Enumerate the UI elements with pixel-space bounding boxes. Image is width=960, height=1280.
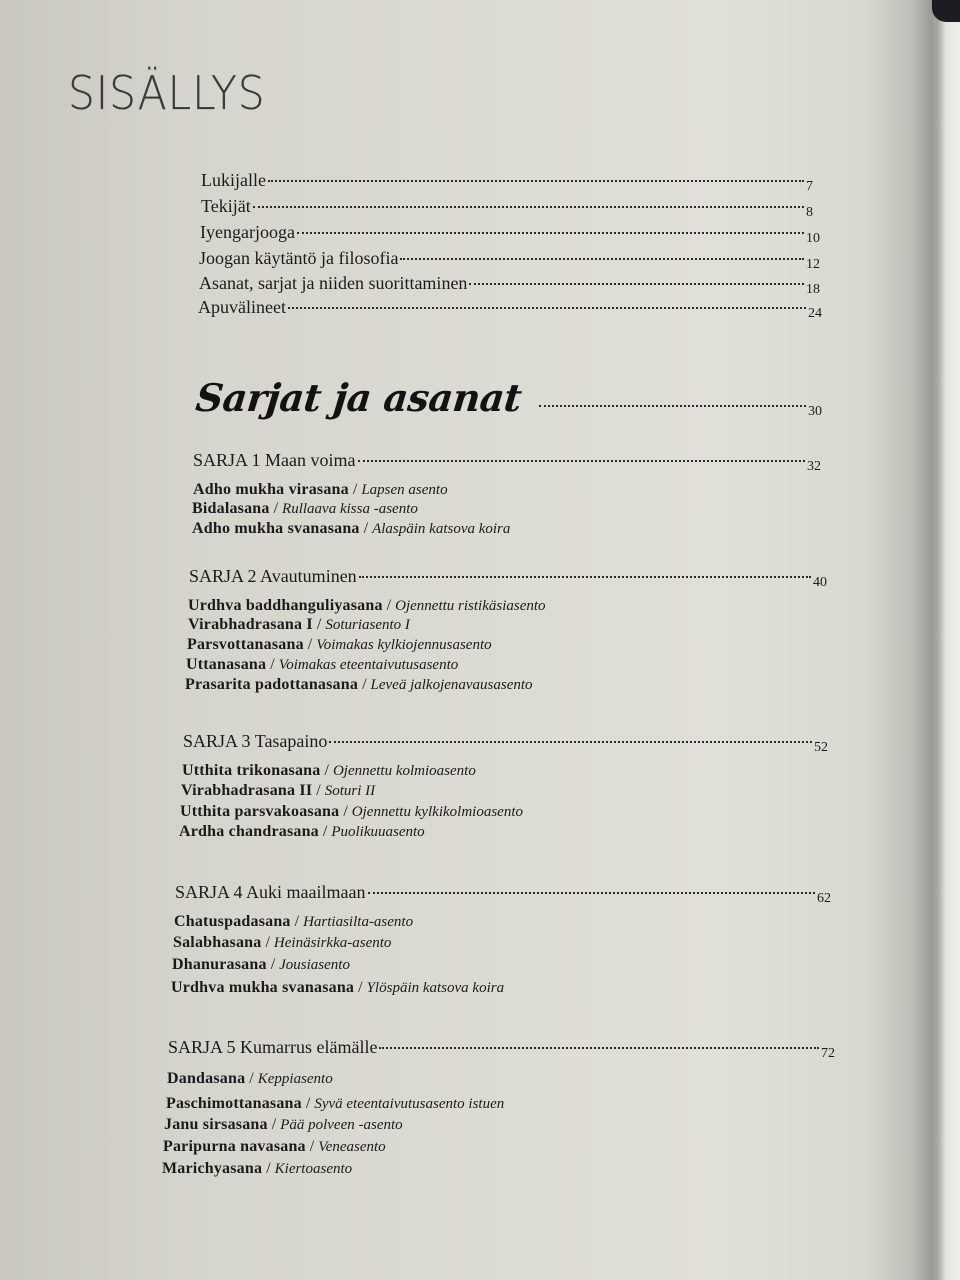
separator: / (270, 956, 276, 973)
asana-finnish: Voimakas eteentaivutusasento (278, 657, 459, 673)
dot-leader (288, 307, 806, 309)
asana-item (166, 1095, 504, 1113)
asana-finnish: Ojennettu kolmioasento (332, 763, 476, 779)
asana-sanskrit: Utthita trikonasana (182, 762, 321, 779)
separator: / (305, 1095, 311, 1112)
separator: / (316, 616, 322, 633)
asana-sanskrit: Parsvottanasana (187, 636, 304, 653)
toc-entry-label: Tekijät (201, 196, 251, 216)
asana-item (192, 500, 418, 518)
page-title: SISÄLLYS (68, 66, 266, 120)
series-label: SARJA 4 Auki maailmaan (175, 882, 366, 902)
asana-item (174, 913, 413, 931)
asana-item (167, 1070, 333, 1088)
asana-sanskrit: Bidalasana (192, 500, 270, 517)
series-entry[interactable] (189, 566, 827, 590)
separator: / (386, 597, 392, 614)
dot-leader (358, 460, 805, 462)
asana-item (186, 656, 458, 674)
toc-entry[interactable] (199, 248, 820, 272)
asana-item (171, 979, 504, 997)
asana-sanskrit: Virabhadrasana I (188, 616, 313, 633)
dot-leader (329, 741, 812, 743)
asana-item (181, 782, 375, 800)
series-entry[interactable] (175, 882, 831, 906)
separator: / (363, 520, 369, 537)
asana-finnish: Ylöspäin katsova koira (366, 980, 505, 996)
separator: / (309, 1138, 315, 1155)
asana-sanskrit: Urdhva mukha svanasana (171, 979, 355, 996)
asana-sanskrit: Utthita parsvakoasana (180, 803, 340, 820)
asana-sanskrit: Chatuspadasana (174, 913, 291, 930)
asana-sanskrit: Ardha chandrasana (179, 823, 319, 840)
toc-entry-label: Iyengarjooga (200, 222, 295, 242)
series-label: SARJA 1 Maan voima (193, 450, 356, 470)
toc-entry-label: Joogan käytäntö ja filosofia (199, 248, 399, 268)
asana-finnish: Syvä eteentaivutusasento istuen (314, 1096, 505, 1112)
asana-item (188, 616, 410, 634)
book-corner (932, 0, 960, 22)
page-edge (938, 0, 960, 1280)
series-entry[interactable] (183, 731, 828, 755)
dot-leader (368, 892, 816, 894)
separator: / (294, 913, 300, 930)
asana-finnish: Voimakas kylkiojennusasento (316, 637, 492, 653)
toc-entry-label: Lukijalle (201, 170, 266, 190)
asana-item (188, 597, 546, 615)
toc-entry[interactable] (198, 297, 822, 321)
asana-item (180, 803, 523, 821)
asana-item (187, 636, 492, 654)
asana-sanskrit: Salabhasana (173, 934, 262, 951)
asana-finnish: Puolikuuasento (331, 824, 425, 840)
asana-finnish: Soturi II (324, 783, 376, 799)
asana-finnish: Rullaava kissa -asento (282, 501, 418, 517)
asana-sanskrit: Uttanasana (186, 656, 267, 673)
asana-item (193, 481, 448, 499)
asana-sanskrit: Janu sirsasana (164, 1116, 268, 1133)
series-page: 52 (814, 740, 828, 755)
series-page: 40 (813, 575, 827, 590)
asana-item (182, 762, 476, 780)
asana-item (164, 1116, 403, 1134)
asana-finnish: Leveä jalkojenavausasento (370, 677, 533, 693)
dot-leader (297, 232, 804, 234)
dot-leader (268, 180, 804, 182)
asana-sanskrit: Virabhadrasana II (181, 782, 313, 799)
dot-leader (400, 258, 804, 260)
separator: / (352, 481, 358, 498)
separator: / (273, 500, 279, 517)
toc-entry[interactable] (201, 196, 813, 220)
series-entry[interactable] (168, 1037, 835, 1061)
asana-finnish: Heinäsirkka-asento (273, 935, 392, 951)
asana-finnish: Ojennettu kylkikolmioasento (351, 804, 523, 820)
toc-entry-page: 18 (806, 282, 820, 297)
toc-entry-page: 12 (806, 257, 820, 272)
separator: / (322, 823, 328, 840)
toc-entry-label: Apuvälineet (198, 297, 286, 317)
series-page: 32 (807, 459, 821, 474)
separator: / (358, 979, 363, 996)
asana-sanskrit: Dhanurasana (172, 956, 267, 973)
toc-entry-page: 7 (806, 179, 813, 194)
asana-item (172, 956, 350, 974)
asana-finnish: Kiertoasento (274, 1161, 353, 1177)
separator: / (362, 676, 367, 693)
section-heading-page: 30 (808, 404, 822, 419)
section-heading[interactable] (193, 375, 822, 420)
toc-entry-label: Asanat, sarjat ja niiden suorittaminen (199, 273, 468, 293)
asana-item (185, 676, 533, 694)
series-label: SARJA 5 Kumarrus elämälle (168, 1037, 378, 1057)
separator: / (271, 1116, 277, 1133)
dot-leader (253, 206, 804, 208)
asana-finnish: Lapsen asento (361, 482, 448, 498)
asana-item (163, 1138, 386, 1156)
asana-sanskrit: Paschimottanasana (166, 1095, 302, 1112)
toc-entry[interactable] (199, 273, 820, 297)
series-entry[interactable] (193, 450, 821, 474)
asana-item (192, 520, 510, 538)
toc-entry-page: 24 (808, 306, 822, 321)
asana-item (179, 823, 425, 841)
toc-entry-page: 10 (806, 231, 820, 246)
asana-sanskrit: Dandasana (167, 1070, 246, 1087)
asana-sanskrit: Adho mukha virasana (193, 481, 349, 498)
asana-finnish: Pää polveen -asento (280, 1117, 403, 1133)
asana-item (162, 1160, 352, 1178)
toc-entry-page: 8 (806, 205, 813, 220)
dot-leader (539, 405, 806, 407)
asana-finnish: Alaspäin katsova koira (372, 521, 511, 537)
asana-finnish: Keppiasento (257, 1071, 333, 1087)
separator: / (270, 656, 275, 673)
separator: / (307, 636, 313, 653)
asana-finnish: Veneasento (318, 1139, 386, 1155)
asana-finnish: Jousiasento (279, 957, 350, 973)
separator: / (265, 934, 270, 951)
section-heading-label: Sarjat ja asanat (193, 375, 524, 420)
toc-entry[interactable] (200, 222, 820, 246)
separator: / (343, 803, 348, 820)
series-label: SARJA 3 Tasapaino (183, 731, 328, 751)
series-page: 72 (821, 1046, 835, 1061)
asana-finnish: Soturiasento I (325, 617, 410, 633)
asana-sanskrit: Marichyasana (162, 1160, 263, 1177)
asana-item (173, 934, 391, 952)
series-label: SARJA 2 Avautuminen (189, 566, 357, 586)
dot-leader (359, 576, 811, 578)
toc-entry[interactable] (201, 170, 813, 194)
dot-leader (469, 283, 804, 285)
asana-sanskrit: Urdhva baddhanguliyasana (188, 597, 383, 614)
asana-sanskrit: Adho mukha svanasana (192, 520, 360, 537)
asana-finnish: Ojennettu ristikäsiasento (395, 598, 546, 614)
dot-leader (379, 1047, 819, 1049)
series-page: 62 (817, 891, 831, 906)
separator: / (249, 1070, 254, 1087)
asana-sanskrit: Prasarita padottanasana (185, 676, 359, 693)
asana-sanskrit: Paripurna navasana (163, 1138, 306, 1155)
separator: / (316, 782, 321, 799)
separator: / (266, 1160, 271, 1177)
separator: / (324, 762, 329, 779)
asana-finnish: Hartiasilta-asento (303, 914, 414, 930)
